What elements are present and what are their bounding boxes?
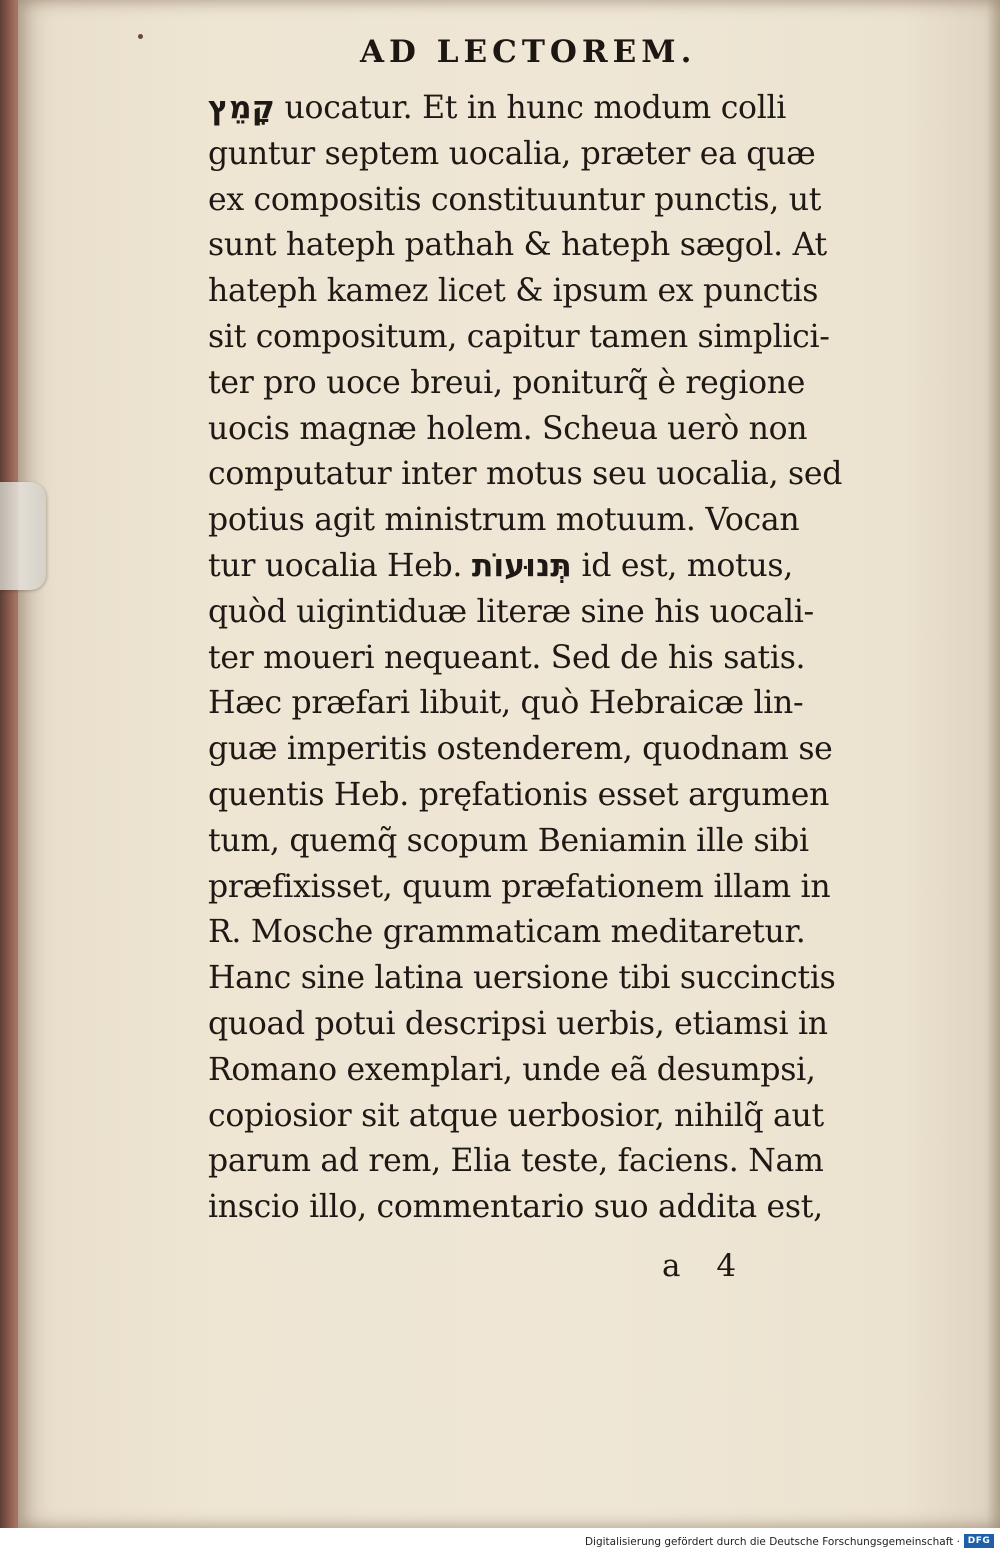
text-line bbox=[208, 1139, 893, 1185]
text-line bbox=[208, 956, 893, 1002]
text-line bbox=[208, 132, 893, 178]
line-text: Hanc sine latina uersione tibi succinctis bbox=[208, 960, 836, 997]
hebrew-word: קָמֵץ bbox=[208, 90, 275, 126]
text-line bbox=[208, 452, 893, 498]
line-text: uocatur. Et in hunc modum colli bbox=[274, 90, 787, 126]
line-text: potius agit ministrum motuum. Vocan bbox=[208, 502, 800, 539]
hebrew-word: תְּנוּעוֹת bbox=[471, 547, 572, 584]
text-line bbox=[208, 636, 893, 682]
text-line bbox=[208, 773, 893, 819]
line-text: parum ad rem, Elia teste, faciens. Nam bbox=[208, 1143, 824, 1180]
line-text: inscio illo, commentario suo addita est, bbox=[208, 1189, 823, 1226]
line-text: Romano exemplari, unde eã desumpsi, bbox=[208, 1051, 816, 1088]
body-text bbox=[208, 86, 893, 1231]
text-line bbox=[208, 544, 893, 590]
dfg-logo: DFG bbox=[964, 1534, 994, 1548]
text-line bbox=[208, 86, 893, 132]
line-text: guntur septem uocalia, præter ea quæ bbox=[208, 135, 816, 172]
text-line bbox=[208, 681, 893, 727]
text-line bbox=[208, 1048, 893, 1094]
text-line bbox=[208, 223, 893, 269]
signature-mark: a 4 bbox=[662, 1248, 737, 1284]
line-text: ex compositis constituuntur punctis, ut bbox=[208, 181, 822, 218]
text-line bbox=[208, 865, 893, 911]
line-text: sunt hateph pathah & hateph sægol. At bbox=[208, 227, 827, 264]
ink-spot bbox=[138, 34, 143, 39]
line-text: sit compositum, capitur tamen simplici- bbox=[208, 318, 830, 355]
text-line bbox=[208, 407, 893, 453]
line-text: hateph kamez licet & ipsum ex punctis bbox=[208, 273, 819, 310]
line-text: Hæc præfari libuit, quò Hebraicæ lin- bbox=[208, 685, 804, 722]
line-text: computatur inter motus seu uocalia, sed bbox=[208, 456, 843, 493]
line-text: ter pro uoce breui, poniturq̃ è regione bbox=[208, 364, 806, 401]
text-line bbox=[208, 590, 893, 636]
line-text: quòd uigintiduæ literæ sine his uocali- bbox=[208, 593, 814, 630]
line-text: id est, motus, bbox=[571, 547, 793, 584]
line-text: quentis Heb. pręfationis esset argumen bbox=[208, 776, 830, 813]
line-text: quoad potui descripsi uerbis, etiamsi in bbox=[208, 1005, 828, 1042]
text-line bbox=[208, 269, 893, 315]
line-text: R. Mosche grammaticam meditaretur. bbox=[208, 914, 806, 951]
line-text-pre: tur uocalia Heb. bbox=[208, 547, 472, 584]
text-line bbox=[208, 1002, 893, 1048]
line-text: guæ imperitis ostenderem, quodnam se bbox=[208, 731, 833, 768]
line-text: tum, quemq̃ scopum Beniamin ille sibi bbox=[208, 822, 809, 859]
text-line bbox=[208, 1185, 893, 1231]
text-line bbox=[208, 727, 893, 773]
text-line bbox=[208, 361, 893, 407]
funding-credit: Digitalisierung gefördert durch die Deutsche Forschungsgemeinschaft · bbox=[584, 1536, 960, 1548]
text-line bbox=[208, 498, 893, 544]
text-line bbox=[208, 910, 893, 956]
text-line bbox=[208, 178, 893, 224]
line-text: ter moueri nequeant. Sed de his satis. bbox=[208, 639, 806, 676]
line-text: præfixisset, quum præfationem illam in bbox=[208, 868, 831, 905]
page-holder-clip bbox=[0, 482, 46, 590]
running-head: AD LECTOREM. bbox=[360, 34, 697, 70]
line-text: copiosior sit atque uerbosior, nihilq̃ aut bbox=[208, 1097, 824, 1134]
text-line bbox=[208, 819, 893, 865]
text-line bbox=[208, 1094, 893, 1140]
text-line bbox=[208, 315, 893, 361]
line-text: uocis magnæ holem. Scheua uerò non bbox=[208, 410, 808, 447]
